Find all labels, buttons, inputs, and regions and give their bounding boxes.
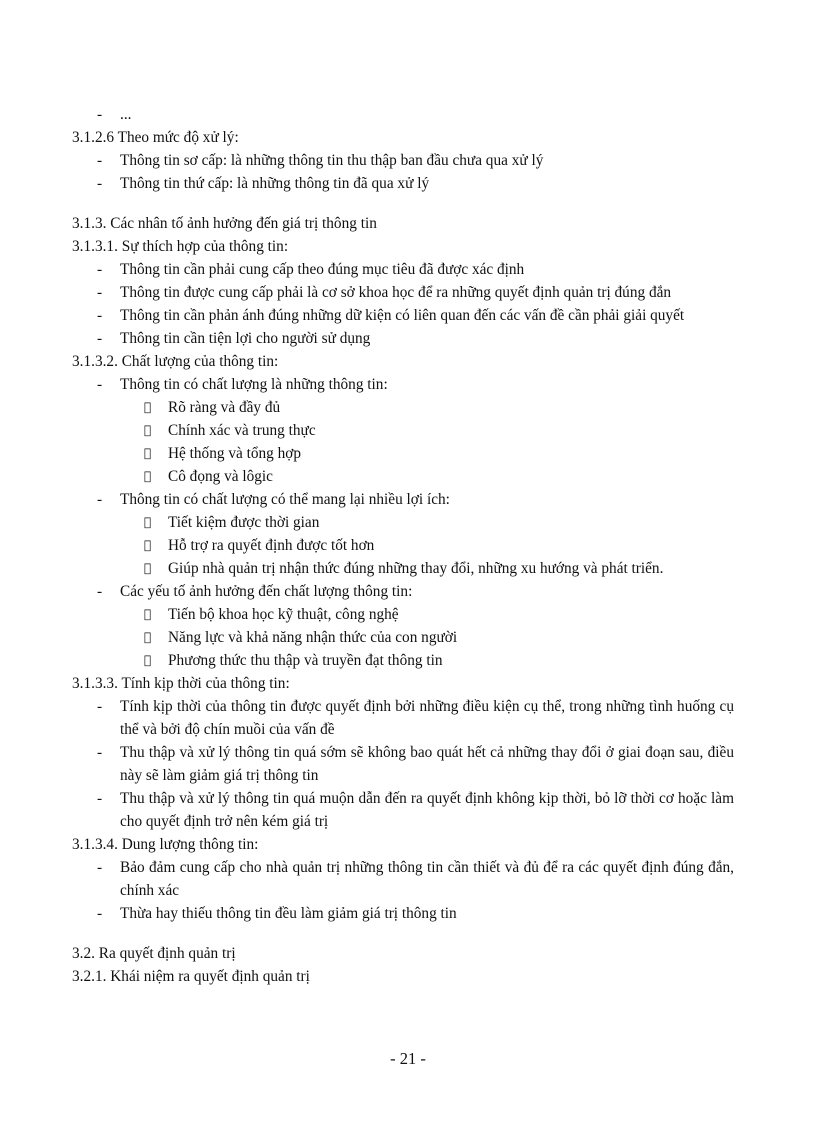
dash-list-item bbox=[72, 281, 734, 304]
missing-glyph-bullet-icon bbox=[144, 511, 151, 534]
section-heading: 3.1.3.3. Tính kịp thời của thông tin: bbox=[72, 675, 290, 692]
section-heading: 3.1.3.4. Dung lượng thông tin: bbox=[72, 836, 259, 853]
sub-item-text: Chính xác và trung thực bbox=[168, 422, 316, 439]
sub-list-item bbox=[72, 465, 734, 488]
list-item-text: Tính kịp thời của thông tin được quyết định bởi những điều kiện cụ thể, trong những tình huống cụ thể và bởi độ chín muồi của vấn đề bbox=[120, 698, 734, 738]
missing-glyph-bullet-icon bbox=[144, 396, 151, 419]
sub-item-text: Tiết kiệm được thời gian bbox=[168, 514, 320, 531]
dash-bullet: - bbox=[97, 330, 103, 347]
sub-item-text: Rõ ràng và đầy đủ bbox=[168, 399, 281, 416]
list-item-text: Thông tin sơ cấp: là những thông tin thu thập ban đầu chưa qua xử lý bbox=[120, 152, 544, 169]
dash-list-item bbox=[72, 580, 734, 603]
missing-glyph-bullet-icon bbox=[144, 557, 151, 580]
blank-line bbox=[72, 925, 734, 942]
dash-list-item bbox=[72, 373, 734, 396]
dash-bullet: - bbox=[97, 152, 103, 169]
dash-bullet: - bbox=[97, 175, 103, 192]
list-item-text: Thông tin thứ cấp: là những thông tin đã qua xử lý bbox=[120, 175, 430, 192]
list-item-text: Thông tin cần phản ánh đúng những dữ kiện có liên quan đến các vấn đề cần phải giải quyết bbox=[120, 307, 685, 324]
dash-list-item bbox=[72, 856, 734, 902]
dash-bullet: - bbox=[97, 491, 103, 508]
dash-bullet: - bbox=[97, 905, 103, 922]
sub-item-text: Năng lực và khả năng nhận thức của con người bbox=[168, 629, 458, 646]
dash-bullet: - bbox=[97, 307, 103, 324]
dash-bullet: - bbox=[97, 790, 103, 807]
sub-item-text: Hỗ trợ ra quyết định được tốt hơn bbox=[168, 537, 375, 554]
missing-glyph-bullet-icon bbox=[144, 603, 151, 626]
list-item-text: Thông tin cần tiện lợi cho người sử dụng bbox=[120, 330, 371, 347]
dash-list-item bbox=[72, 741, 734, 787]
dash-list-item bbox=[72, 902, 734, 925]
dash-bullet: - bbox=[97, 106, 103, 123]
sub-list-item bbox=[72, 557, 734, 580]
dash-list-item bbox=[72, 149, 734, 172]
missing-glyph-bullet-icon bbox=[144, 419, 151, 442]
sub-list-item bbox=[72, 603, 734, 626]
document-body bbox=[72, 103, 734, 988]
section-heading: 3.1.3.2. Chất lượng của thông tin: bbox=[72, 353, 279, 370]
sub-list-item bbox=[72, 534, 734, 557]
list-item-text: Thừa hay thiếu thông tin đều làm giảm giá trị thông tin bbox=[120, 905, 457, 922]
dash-bullet: - bbox=[97, 284, 103, 301]
sub-item-text: Cô đọng và lôgic bbox=[168, 468, 273, 485]
list-item-text: Các yếu tố ảnh hưởng đến chất lượng thông tin: bbox=[120, 583, 413, 600]
sub-list-item bbox=[72, 511, 734, 534]
dash-list-item bbox=[72, 172, 734, 195]
dash-bullet: - bbox=[97, 698, 103, 715]
section-heading: 3.2.1. Khái niệm ra quyết định quản trị bbox=[72, 968, 310, 985]
sub-list-item bbox=[72, 419, 734, 442]
missing-glyph-bullet-icon bbox=[144, 626, 151, 649]
section-heading: 3.1.3.1. Sự thích hợp của thông tin: bbox=[72, 238, 289, 255]
sub-list-item bbox=[72, 649, 734, 672]
sub-item-text: Tiến bộ khoa học kỹ thuật, công nghệ bbox=[168, 606, 399, 623]
missing-glyph-bullet-icon bbox=[144, 534, 151, 557]
missing-glyph-bullet-icon bbox=[144, 649, 151, 672]
missing-glyph-bullet-icon bbox=[144, 442, 151, 465]
dash-list-item bbox=[72, 304, 734, 327]
sub-list-item bbox=[72, 442, 734, 465]
sub-list-item bbox=[72, 626, 734, 649]
sub-list-item bbox=[72, 396, 734, 419]
section-heading: 3.1.2.6 Theo mức độ xử lý: bbox=[72, 129, 239, 146]
page-number: - 21 - bbox=[390, 1049, 426, 1068]
dash-bullet: - bbox=[97, 376, 103, 393]
section-heading: 3.1.3. Các nhân tố ảnh hưởng đến giá trị thông tin bbox=[72, 215, 377, 232]
list-item-text: Bảo đảm cung cấp cho nhà quản trị những thông tin cần thiết và đủ để ra các quyết định đúng đắn, chính xác bbox=[120, 859, 734, 899]
list-item-text: Thông tin có chất lượng là những thông tin: bbox=[120, 376, 388, 393]
list-item-text: Thông tin có chất lượng có thể mang lại nhiều lợi ích: bbox=[120, 491, 450, 508]
dash-bullet: - bbox=[97, 859, 103, 876]
section-heading: 3.2. Ra quyết định quản trị bbox=[72, 945, 236, 962]
dash-list-item bbox=[72, 787, 734, 833]
dash-list-item bbox=[72, 103, 734, 126]
dash-bullet: - bbox=[97, 583, 103, 600]
dash-bullet: - bbox=[97, 261, 103, 278]
dash-list-item bbox=[72, 258, 734, 281]
list-item-text: Thông tin cần phải cung cấp theo đúng mục tiêu đã được xác định bbox=[120, 261, 525, 278]
dash-bullet: - bbox=[97, 744, 103, 761]
list-item-text: Thông tin được cung cấp phải là cơ sở khoa học để ra những quyết định quản trị đúng đắn bbox=[120, 284, 672, 301]
sub-item-text: Hệ thống và tổng hợp bbox=[168, 445, 301, 462]
list-item-text: Thu thập và xử lý thông tin quá sớm sẽ không bao quát hết cả những thay đổi ở giai đoạn sau, điều này sẽ làm giảm giá trị thông tin bbox=[120, 744, 734, 784]
dash-list-item bbox=[72, 695, 734, 741]
list-item-text: Thu thập và xử lý thông tin quá muộn dẫn đến ra quyết định không kịp thời, bỏ lỡ thời cơ hoặc làm cho quyết định trở nên kém giá trị bbox=[120, 790, 734, 830]
list-item-text: ... bbox=[120, 106, 132, 123]
sub-item-text: Giúp nhà quản trị nhận thức đúng những thay đổi, những xu hướng và phát triển. bbox=[168, 560, 664, 577]
missing-glyph-bullet-icon bbox=[144, 465, 151, 488]
sub-item-text: Phương thức thu thập và truyền đạt thông tin bbox=[168, 652, 443, 669]
dash-list-item bbox=[72, 327, 734, 350]
dash-list-item bbox=[72, 488, 734, 511]
blank-line bbox=[72, 195, 734, 212]
